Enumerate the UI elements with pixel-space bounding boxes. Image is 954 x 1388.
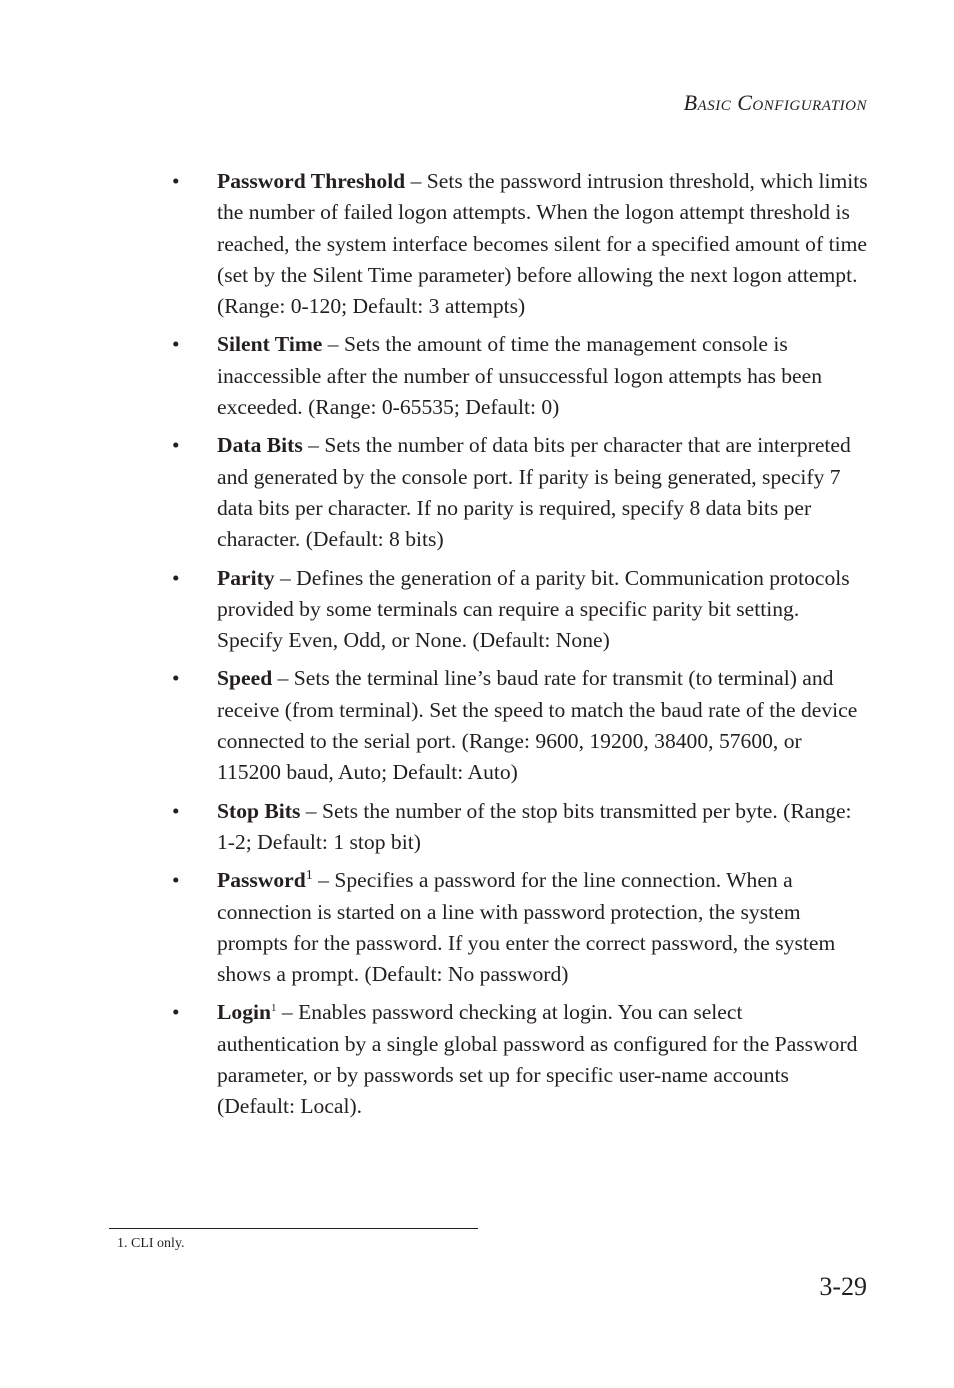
list-item-stop-bits <box>168 796 868 859</box>
item-description: – Sets the password intrusion threshold, which limits the number of failed logon attempts. When the logon attempt threshold is reached, the system interface becomes silent for a specified amount of time (set by the Silent Time parameter) before allowing the next logon attempt. (Range: 0-120; Default: 3 attempts) <box>217 169 868 319</box>
bullet-icon: • <box>172 868 180 893</box>
footnote-ref: 1 <box>271 1002 277 1015</box>
page-number: 3-29 <box>819 1272 867 1301</box>
list-item-silent-time <box>168 329 868 423</box>
bullet-icon: • <box>172 169 180 193</box>
bullet-icon: • <box>172 565 180 590</box>
list-item-parity <box>168 563 868 657</box>
item-term: Parity <box>217 565 275 590</box>
item-description: – Enables password checking at login. You can select authentication by a single global password as configured for the Password parameter, or by passwords set up for specific user-name accounts (Default: Local). <box>217 1000 858 1119</box>
item-term: Stop Bits <box>217 798 301 823</box>
list-item-login <box>168 997 868 1122</box>
item-description: – Sets the amount of time the management console is inaccessible after the number of unsuccessful logon attempts has been exceeded. (Range: 0-65535; Default: 0) <box>217 332 823 420</box>
item-description: – Defines the generation of a parity bit. Communication protocols provided by some terminals can require a specific parity bit setting. Specify Even, Odd, or None. (Default: None) <box>217 565 850 653</box>
list-item-speed <box>168 663 868 788</box>
item-description: – Sets the terminal line’s baud rate for transmit (to terminal) and receive (from terminal). Set the speed to match the baud rate of the device connected to the serial port. (Range: 9600, 19200, 38400, 57600, or 115200 baud, Auto; Default: Auto) <box>217 666 858 785</box>
main-content <box>168 166 868 1130</box>
item-term: Password Threshold <box>217 169 406 193</box>
bullet-icon: • <box>172 666 180 691</box>
list-item-password <box>168 865 868 990</box>
item-description: – Sets the number of data bits per character that are interpreted and generated by the console port. If parity is being generated, specify 7 data bits per character. If no parity is required, specify 8 data bits per character. (Default: 8 bits) <box>217 433 851 552</box>
list-item-data-bits <box>168 430 868 555</box>
list-item-password-threshold <box>168 166 868 322</box>
bullet-icon: • <box>172 433 180 458</box>
footnote-ref: 1 <box>305 868 313 884</box>
item-description: – Specifies a password for the line connection. When a connection is started on a line with password protection, the system prompts for the password. If you enter the correct password, the system shows a prompt. (Default: No password) <box>217 868 836 987</box>
footnote: 1. CLI only. <box>117 1236 185 1251</box>
bullet-icon: • <box>172 332 180 357</box>
item-description: – Sets the number of the stop bits transmitted per byte. (Range: 1-2; Default: 1 stop bit) <box>217 798 852 854</box>
item-term: Login$^1$ <box>217 1000 277 1025</box>
item-term: Speed <box>217 666 273 691</box>
item-term: Silent Time <box>217 332 323 357</box>
parameter-list <box>168 166 868 1123</box>
item-term: Password$^1$ <box>217 868 313 893</box>
running-header: Basic Configuration <box>683 90 867 115</box>
bullet-icon: • <box>172 798 180 823</box>
item-term: Data Bits <box>217 433 303 458</box>
footnote-divider <box>109 1228 478 1229</box>
bullet-icon: • <box>172 1000 180 1025</box>
